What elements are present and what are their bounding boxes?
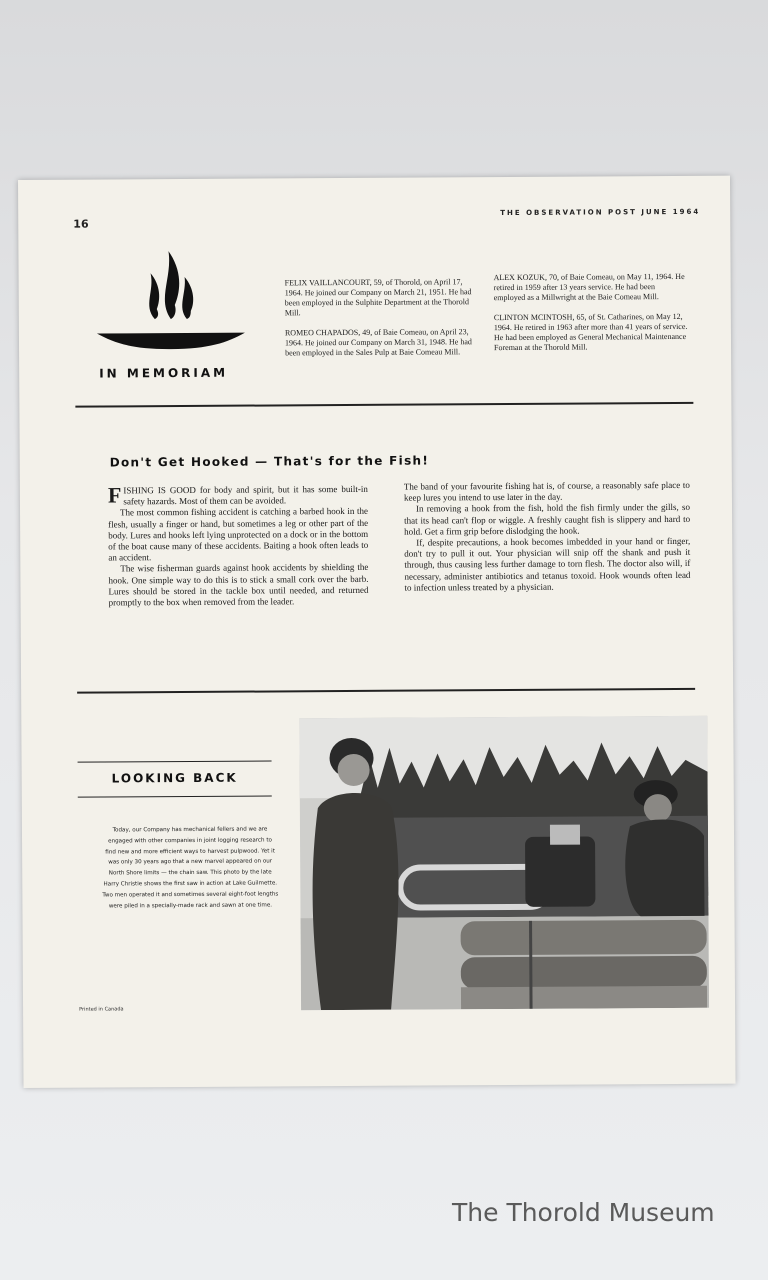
page-number: 16 — [73, 217, 89, 231]
memoriam-entry — [285, 327, 475, 358]
magazine-page — [18, 176, 736, 1088]
section-divider — [77, 688, 695, 694]
article-paragraph: The band of your favourite fishing hat is, of course, a reasonably safe place to keep lures you intend to use later in the day. — [403, 479, 690, 503]
article-paragraph: The wise fisherman guards against hook accidents by shielding the hook. One simple way to do this is to stick a small cork over the barb. Lures should be stored in the tackle box until needed, and returned promptly to the box when removed from the leader. — [108, 562, 369, 608]
memoriam-entry-text: 49, of Baie Comeau, on April 23, 1964. He joined our Company on March 31, 1948. He had been employed in the Sales Pulp at Baie Comeau Mill. — [284, 327, 472, 358]
memoriam-column-left — [285, 277, 476, 368]
memoriam-entry-text: 59, of Thorold, on April 17, 1964. He joined our Company on March 21, 1951. He had been employed in the Sulphite Department at the Thorold Mill. — [284, 277, 472, 318]
photo-caption: Today, our Company has mechanical fellers and we are engaged with other companies in joint logging research to find new and more efficient ways to harvest pulpwood. Yet it was only 30 years ago that a new marvel appeared on our North Shore limits — the chain saw. This photo by the late Harry Christie shows the first saw in action at Lake Guilmette. Two men operated it and sometimes several eight-foot lengths were piled in a specially-made rack and sawn at one time. — [102, 826, 279, 910]
memoriam-entry — [285, 277, 475, 318]
article-title: Don't Get Hooked — That's for the Fish! — [109, 453, 430, 470]
memoriam-column-right — [494, 272, 689, 363]
article-paragraph: If, despite precautions, a hook becomes imbedded in your hand or finger, don't try to pull it out. Your physician will snip off the shank and push it through, thus causing less further damage to torn flesh. The doctor also will, if necessary, administer antibiotics and tetanus toxoid. Hook wounds often lead to infection unless treated by a physician. — [404, 535, 691, 593]
photo-illustration — [299, 716, 709, 1010]
memoriam-entry-name: ROMEO CHAPADOS, — [284, 327, 361, 338]
memorial-flame-icon — [96, 247, 247, 358]
log-pile — [461, 920, 708, 1010]
article-paragraph: In removing a hook from the fish, hold the fish firmly under the gills, so that its head can't flop or wiggle. A freshly caught fish is slippery and hard to hold. Get a firm grip before dislodging the hook. — [404, 502, 691, 537]
looking-back-header — [78, 760, 272, 797]
printed-in-canada: Printed in Canada — [79, 1006, 124, 1013]
historic-chainsaw-photo — [299, 716, 709, 1010]
drop-cap: F — [107, 482, 122, 508]
article-paragraph — [108, 484, 368, 508]
lead-in-text: ISHING IS GOOD — [123, 484, 196, 496]
museum-watermark: The Thorold Museum — [452, 1198, 715, 1227]
memoriam-entry-name: CLINTON MCINTOSH, — [493, 312, 575, 323]
section-divider — [75, 402, 693, 408]
memoriam-title: IN MEMORIAM — [99, 365, 229, 381]
article-column-right — [404, 480, 691, 594]
memoriam-entry — [494, 312, 688, 353]
memoriam-entry-name: FELIX VAILLANCOURT, — [284, 277, 372, 288]
memoriam-entry-text: 65, of St. Catharines, on May 12, 1964. He retired in 1963 after more than 41 years of service. He had been employed as General Mechanical Maintenance Foreman at the Thorold Mill. — [493, 311, 688, 353]
article-paragraph: The most common fishing accident is catching a barbed hook in the flesh, usually a finger or hand, but sometimes a leg or other part of the body. Lures and hooks left lying unprotected on a dock or in the bottom of the boat cause many of these accidents. Baiting a hook often leads to an accident. — [108, 506, 369, 563]
memoriam-entry-name: ALEX KOZUK, — [493, 272, 547, 283]
running-header: THE OBSERVATION POST JUNE 1964 — [500, 207, 701, 218]
paragraph-text: for body and spirit, but it has some built-in safety hazards. Most of them can be avoided. — [123, 483, 368, 507]
memoriam-entry — [494, 272, 688, 303]
looking-back-title: LOOKING BACK — [111, 770, 238, 786]
article-column-left — [108, 484, 369, 609]
memoriam-entry-text: 70, of Baie Comeau, on May 11, 1964. He retired in 1959 after 13 years service. He had been employed as a Millwright at the Baie Comeau Mill. — [493, 271, 685, 303]
